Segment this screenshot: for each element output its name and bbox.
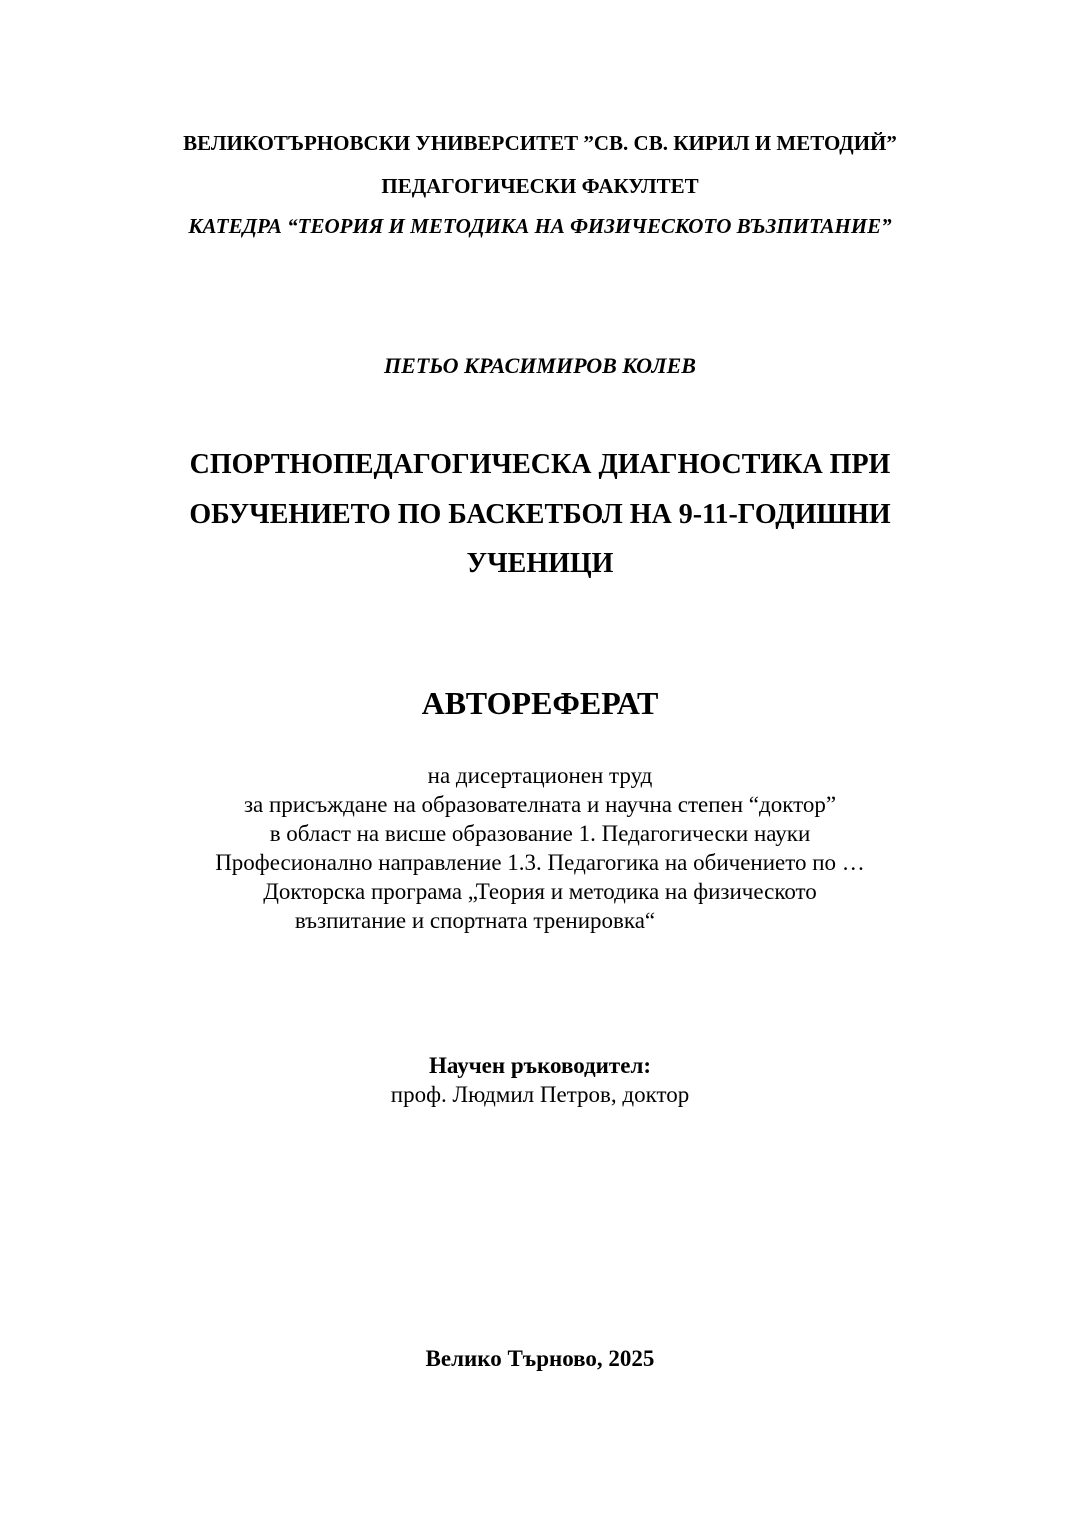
place-and-year: Велико Търново, 2025 (425, 1346, 655, 1371)
description-line-1: на дисертационен труд (427, 763, 653, 788)
dissertation-title-line-2: ОБУЧЕНИЕТО ПО БАСКЕТБОЛ НА 9-11-ГОДИШНИ (189, 499, 891, 530)
description-line-5: Докторска програма „Теория и методика на физическото (263, 879, 817, 904)
supervisor-name: проф. Людмил Петров, доктор (390, 1082, 690, 1107)
description-line-6: възпитание и спортната тренировка“ (294, 908, 656, 933)
dissertation-title-line-1: СПОРТНОПЕДАГОГИЧЕСКА ДИАГНОСТИКА ПРИ (189, 449, 891, 480)
description-line-3: в област на висше образование 1. Педагогически науки (269, 821, 811, 846)
description-line-2: за присъждане на образователната и научна степен “доктор” (243, 792, 837, 817)
university-name: ВЕЛИКОТЪРНОВСКИ УНИВЕРСИТЕТ ”СВ. СВ. КИРИЛ И МЕТОДИЙ” (183, 131, 897, 155)
supervisor-label: Научен ръководител: (428, 1053, 652, 1078)
author-name: ПЕТЬО КРАСИМИРОВ КОЛЕВ (384, 353, 696, 378)
description-line-4: Професионално направление 1.3. Педагогика на обичението по … (215, 850, 865, 875)
document-type-heading: АВТОРЕФЕРАТ (421, 685, 659, 721)
faculty-name: ПЕДАГОГИЧЕСКИ ФАКУЛТЕТ (381, 174, 699, 198)
department-name: КАТЕДРА “ТЕОРИЯ И МЕТОДИКА НА ФИЗИЧЕСКОТО ВЪЗПИТАНИЕ” (188, 214, 892, 238)
dissertation-title-line-3: УЧЕНИЦИ (466, 548, 614, 579)
